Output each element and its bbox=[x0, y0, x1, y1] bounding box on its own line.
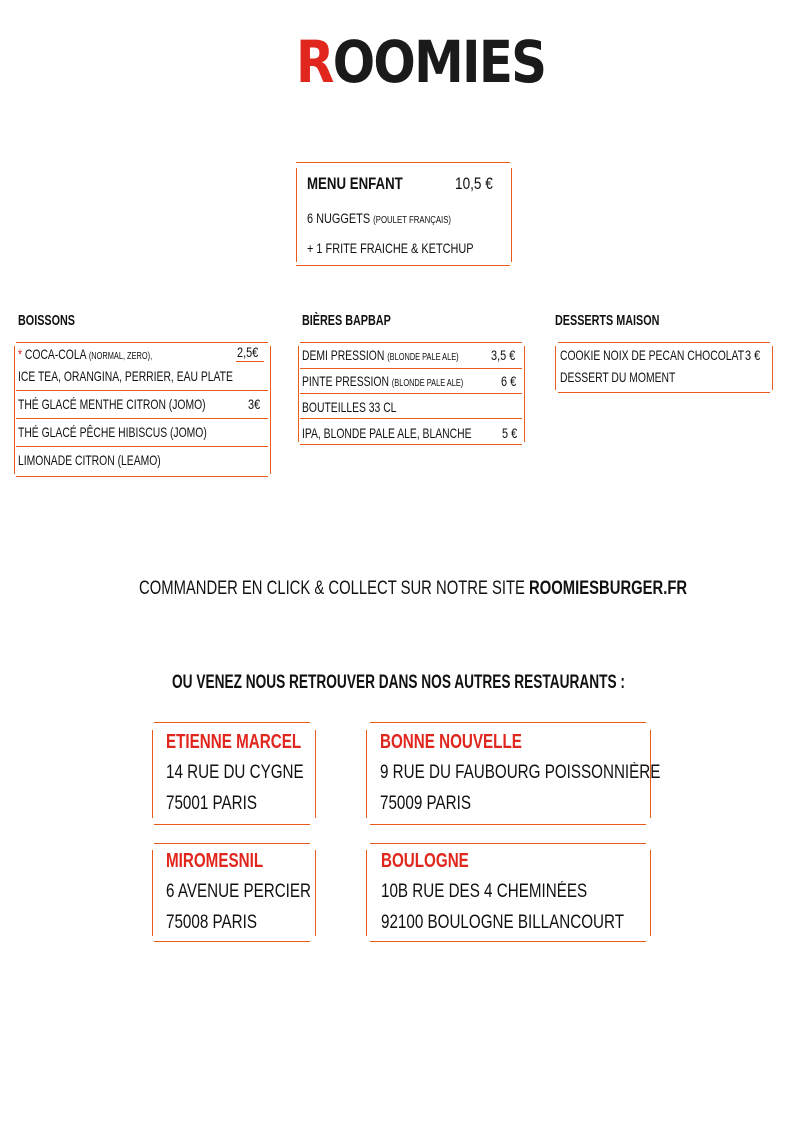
dessert-item-1-price: 3 € bbox=[745, 347, 761, 363]
restaurant-name: BOULOGNE bbox=[381, 850, 469, 872]
beer-item-3: BOUTEILLES 33 CL bbox=[302, 399, 397, 415]
drink-item-3: THÉ GLACÉ PÊCHE HIBISCUS (JOMO) bbox=[18, 424, 207, 440]
restaurant-name: ETIENNE MARCEL bbox=[166, 731, 302, 753]
kids-menu-price: 10,5 € bbox=[455, 174, 493, 193]
drink-item-4: LIMONADE CITRON (LEAMO) bbox=[18, 452, 161, 468]
desserts-title: DESSERTS MAISON bbox=[555, 312, 660, 329]
restaurants-heading: OU VENEZ NOUS RETROUVER DANS NOS AUTRES RESTAURANTS : bbox=[172, 672, 625, 693]
beers-title: BIÈRES BAPBAP bbox=[302, 312, 391, 329]
logo-rest: OOMIES bbox=[332, 28, 546, 96]
restaurant-city: 75008 PARIS bbox=[166, 912, 257, 933]
beer-item-4-price: 5 € bbox=[502, 425, 518, 441]
brand-logo bbox=[296, 28, 546, 96]
dessert-item-2: DESSERT DU MOMENT bbox=[560, 369, 676, 385]
kids-menu-line1: 6 NUGGETS (POULET FRANÇAIS) bbox=[307, 210, 452, 226]
drink-item-2-price: 3€ bbox=[248, 396, 261, 412]
logo-first-letter: R bbox=[296, 28, 333, 96]
restaurant-address: 14 RUE DU CYGNE bbox=[166, 762, 304, 783]
restaurant-address: 6 AVENUE PERCIER bbox=[166, 881, 312, 902]
beer-item-2: PINTE PRESSION (BLONDE PALE ALE) bbox=[302, 373, 464, 389]
beer-item-2-price: 6 € bbox=[501, 373, 517, 389]
drink-item-1: * COCA-COLA (NORMAL, ZERO), bbox=[18, 346, 153, 362]
restaurant-city: 75001 PARIS bbox=[166, 793, 257, 814]
kids-menu-line2: + 1 FRITE FRAICHE & KETCHUP bbox=[307, 240, 474, 256]
drink-item-1-price: 2,5€ bbox=[237, 344, 259, 360]
beer-item-1: DEMI PRESSION (BLONDE PALE ALE) bbox=[302, 347, 459, 363]
restaurant-name: BONNE NOUVELLE bbox=[380, 731, 522, 753]
website-link[interactable]: ROOMIESBURGER.FR bbox=[529, 578, 688, 599]
click-collect-banner: COMMANDER EN CLICK & COLLECT SUR NOTRE SITE ROOMIESBURGER.FR bbox=[139, 578, 688, 599]
restaurant-name: MIROMESNIL bbox=[166, 850, 264, 872]
restaurant-city: 75009 PARIS bbox=[380, 793, 471, 814]
restaurant-address: 9 RUE DU FAUBOURG POISSONNIÈRE bbox=[380, 762, 661, 783]
beer-item-1-price: 3,5 € bbox=[491, 347, 516, 363]
drink-item-2: THÉ GLACÉ MENTHE CITRON (JOMO) bbox=[18, 396, 206, 412]
kids-menu-title: MENU ENFANT bbox=[307, 174, 403, 193]
drinks-title: BOISSONS bbox=[18, 312, 76, 329]
beer-item-4: IPA, BLONDE PALE ALE, BLANCHE bbox=[302, 425, 472, 441]
restaurant-address: 10B RUE DES 4 CHEMINÉES bbox=[381, 881, 588, 902]
restaurant-city: 92100 BOULOGNE BILLANCOURT bbox=[381, 912, 625, 933]
dessert-item-1: COOKIE NOIX DE PECAN CHOCOLAT bbox=[560, 347, 745, 363]
drink-item-1-line2: ICE TEA, ORANGINA, PERRIER, EAU PLATE bbox=[18, 368, 233, 384]
